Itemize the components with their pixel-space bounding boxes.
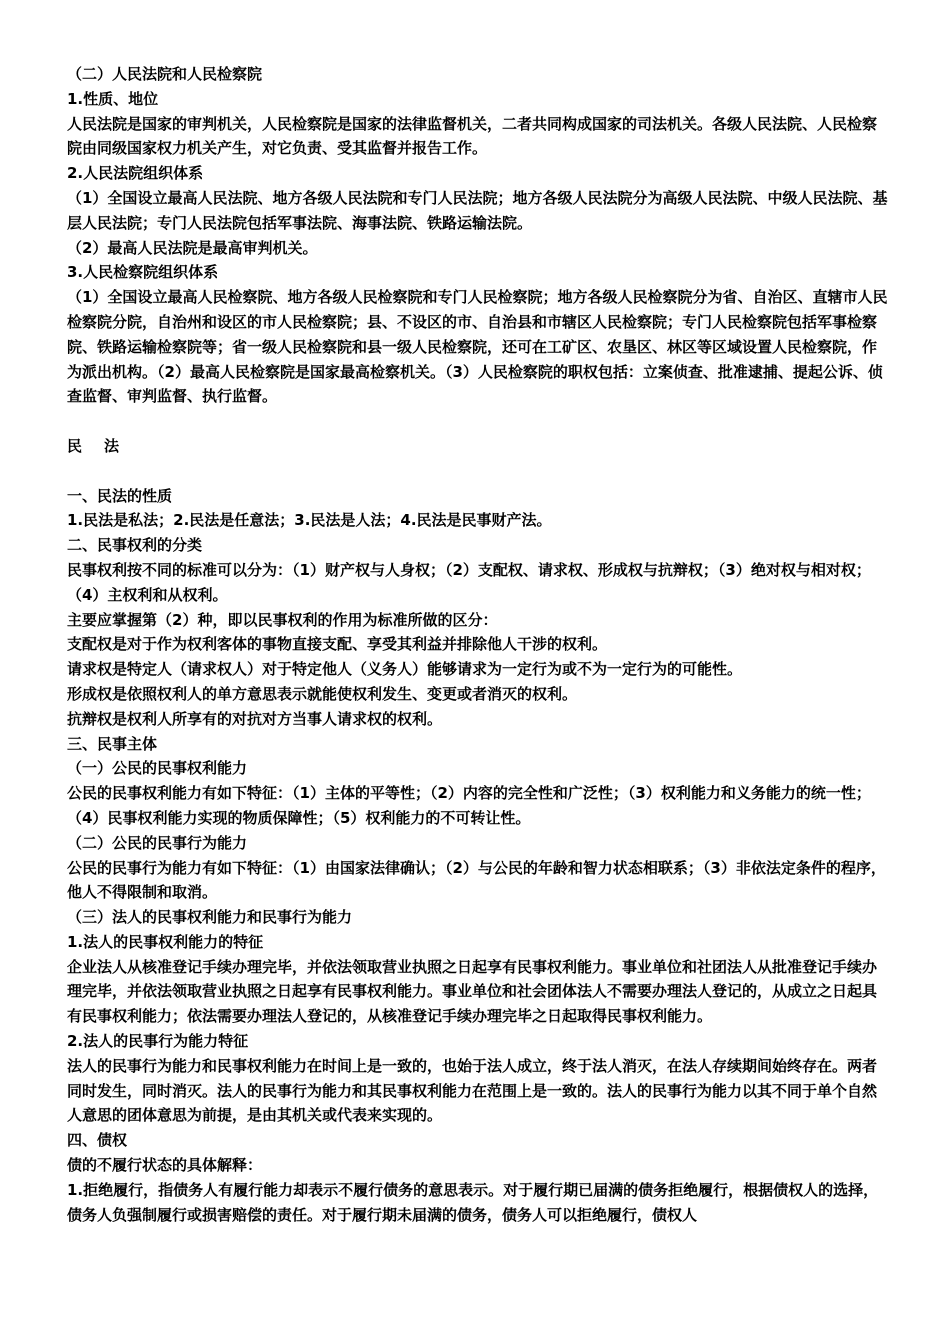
civil-law-title-part2: 法 <box>104 436 120 455</box>
court-system-item-2: （2）最高人民法院是最高审判机关。 <box>67 238 318 257</box>
court-nature-heading: 1.性质、地位 <box>67 89 159 108</box>
lp-conduct-heading: 2.法人的民事行为能力特征 <box>67 1032 249 1051</box>
lp-capacity-text: 企业法人从核准登记手续办理完毕，并依法领取营业执照之日起享有民事权利能力。事业单位和社团法人从批准登记手续办理完毕，并依法领取营业执照之日起享有民事权利能力。事业单位和社会团体法人不需要办理法人登记的，从成立之日起具有民事权利能力；依法需要办理法人登记的，从核准登记手续办理完毕之日起取得民事权利能力。 <box>67 957 878 1026</box>
spacer <box>67 409 889 434</box>
rights-claim: 请求权是特定人（请求权人）对于特定他人（义务人）能够请求为一定行为或不为一定行为的可能性。 <box>67 660 743 679</box>
citizen-conduct-heading: （二）公民的民事行为能力 <box>67 833 248 852</box>
rights-defense: 抗辩权是权利人所享有的对抗对方当事人请求权的权利。 <box>67 709 443 728</box>
legal-person-heading: （三）法人的民事权利能力和民事行为能力 <box>67 908 353 927</box>
document-page <box>67 62 889 1227</box>
citizen-capacity-text: 公民的民事权利能力有如下特征：（1）主体的平等性；（2）内容的完全性和广泛性；（3）权利能力和义务能力的统一性；（4）民事权利能力实现的物质保障性；（5）权利能力的不可转让性。 <box>67 784 871 827</box>
citizen-conduct-text: 公民的民事行为能力有如下特征：（1）由国家法律确认；（2）与公民的年龄和智力状态相联系；（3）非依法定条件的程序，他人不得限制和取消。 <box>67 858 886 902</box>
court-system-heading: 2.人民法院组织体系 <box>67 164 204 183</box>
rights-formation: 形成权是依照权利人的单方意思表示就能使权利发生、变更或者消灭的权利。 <box>67 684 578 703</box>
civil-nature-text: 1.民法是私法；2.民法是任意法；3.民法是人法；4.民法是民事财产法。 <box>67 511 552 530</box>
court-nature-text: 人民法院是国家的审判机关，人民检察院是国家的法律监督机关，二者共同构成国家的司法机关。各级人民法院、人民检察院由同级国家权力机关产生，对它负责、受其监督并报告工作。 <box>67 114 878 158</box>
rights-focus: 主要应掌握第（2）种，即以民事权利的作用为标准所做的区分： <box>67 610 498 629</box>
court-system-item-1: （1）全国设立最高人民法院、地方各级人民法院和专门人民法院；地方各级人民法院分为高级人民法院、中级人民法院、基层人民法院；专门人民法院包括军事法院、海事法院、铁路运输法院。 <box>67 188 888 232</box>
debt-heading: 四、债权 <box>67 1131 128 1150</box>
subject-heading: 三、民事主体 <box>67 734 158 753</box>
rights-text: 民事权利按不同的标准可以分为：（1）财产权与人身权；（2）支配权、请求权、形成权与抗辩权；（3）绝对权与相对权；（4）主权利和从权利。 <box>67 560 871 604</box>
civil-nature-heading: 一、民法的性质 <box>67 486 173 505</box>
lp-conduct-text: 法人的民事行为能力和民事权利能力在时间上是一致的，也始于法人成立，终于法人消灭，在法人存续期间始终存在。两者同时发生，同时消灭。法人的民事行为能力和其民事权利能力在范围上是一致的。法人的民事行为能力以其不同于单个自然人意思的团体意思为前提，是由其机关或代表来实现的。 <box>67 1056 878 1125</box>
lp-capacity-heading: 1.法人的民事权利能力的特征 <box>67 932 264 951</box>
rights-control: 支配权是对于作为权利客体的事物直接支配、享受其利益并排除他人干涉的权利。 <box>67 635 608 654</box>
debt-refusal: 1.拒绝履行，指债务人有履行能力却表示不履行债务的意思表示。对于履行期已届满的债务拒绝履行，根据债权人的选择，债务人负强制履行或损害赔偿的责任。对于履行期未届满的债务，债务人可以拒绝履行，债权人 <box>67 1180 879 1224</box>
civil-law-title-part1: 民 <box>67 436 83 455</box>
civil-law-title <box>67 434 889 459</box>
court-section-heading: （二）人民法院和人民检察院 <box>67 65 263 83</box>
rights-heading: 二、民事权利的分类 <box>67 536 203 555</box>
citizen-capacity-heading: （一）公民的民事权利能力 <box>67 759 248 778</box>
debt-intro: 债的不履行状态的具体解释： <box>67 1156 263 1175</box>
procuratorate-text: （1）全国设立最高人民检察院、地方各级人民检察院和专门人民检察院；地方各级人民检察院分为省、自治区、直辖市人民检察院分院，自治州和设区的市人民检察院；县、不设区的市、自治县和市辖区人民检察院；专门人民检察院包括军事检察院、铁路运输检察院等；省一级人民检察院和县一级人民检察院，还可在工矿区、农垦区、林区等区域设置人民检察院，作为派出机构。（2）最高人民检察院是国家最高检察机关。（3）人民检察院的职权包括：立案侦查、批准逮捕、提起公诉、侦查监督、审判监督、执行监督。 <box>67 288 888 406</box>
spacer <box>67 459 889 484</box>
procuratorate-heading: 3.人民检察院组织体系 <box>67 263 219 282</box>
